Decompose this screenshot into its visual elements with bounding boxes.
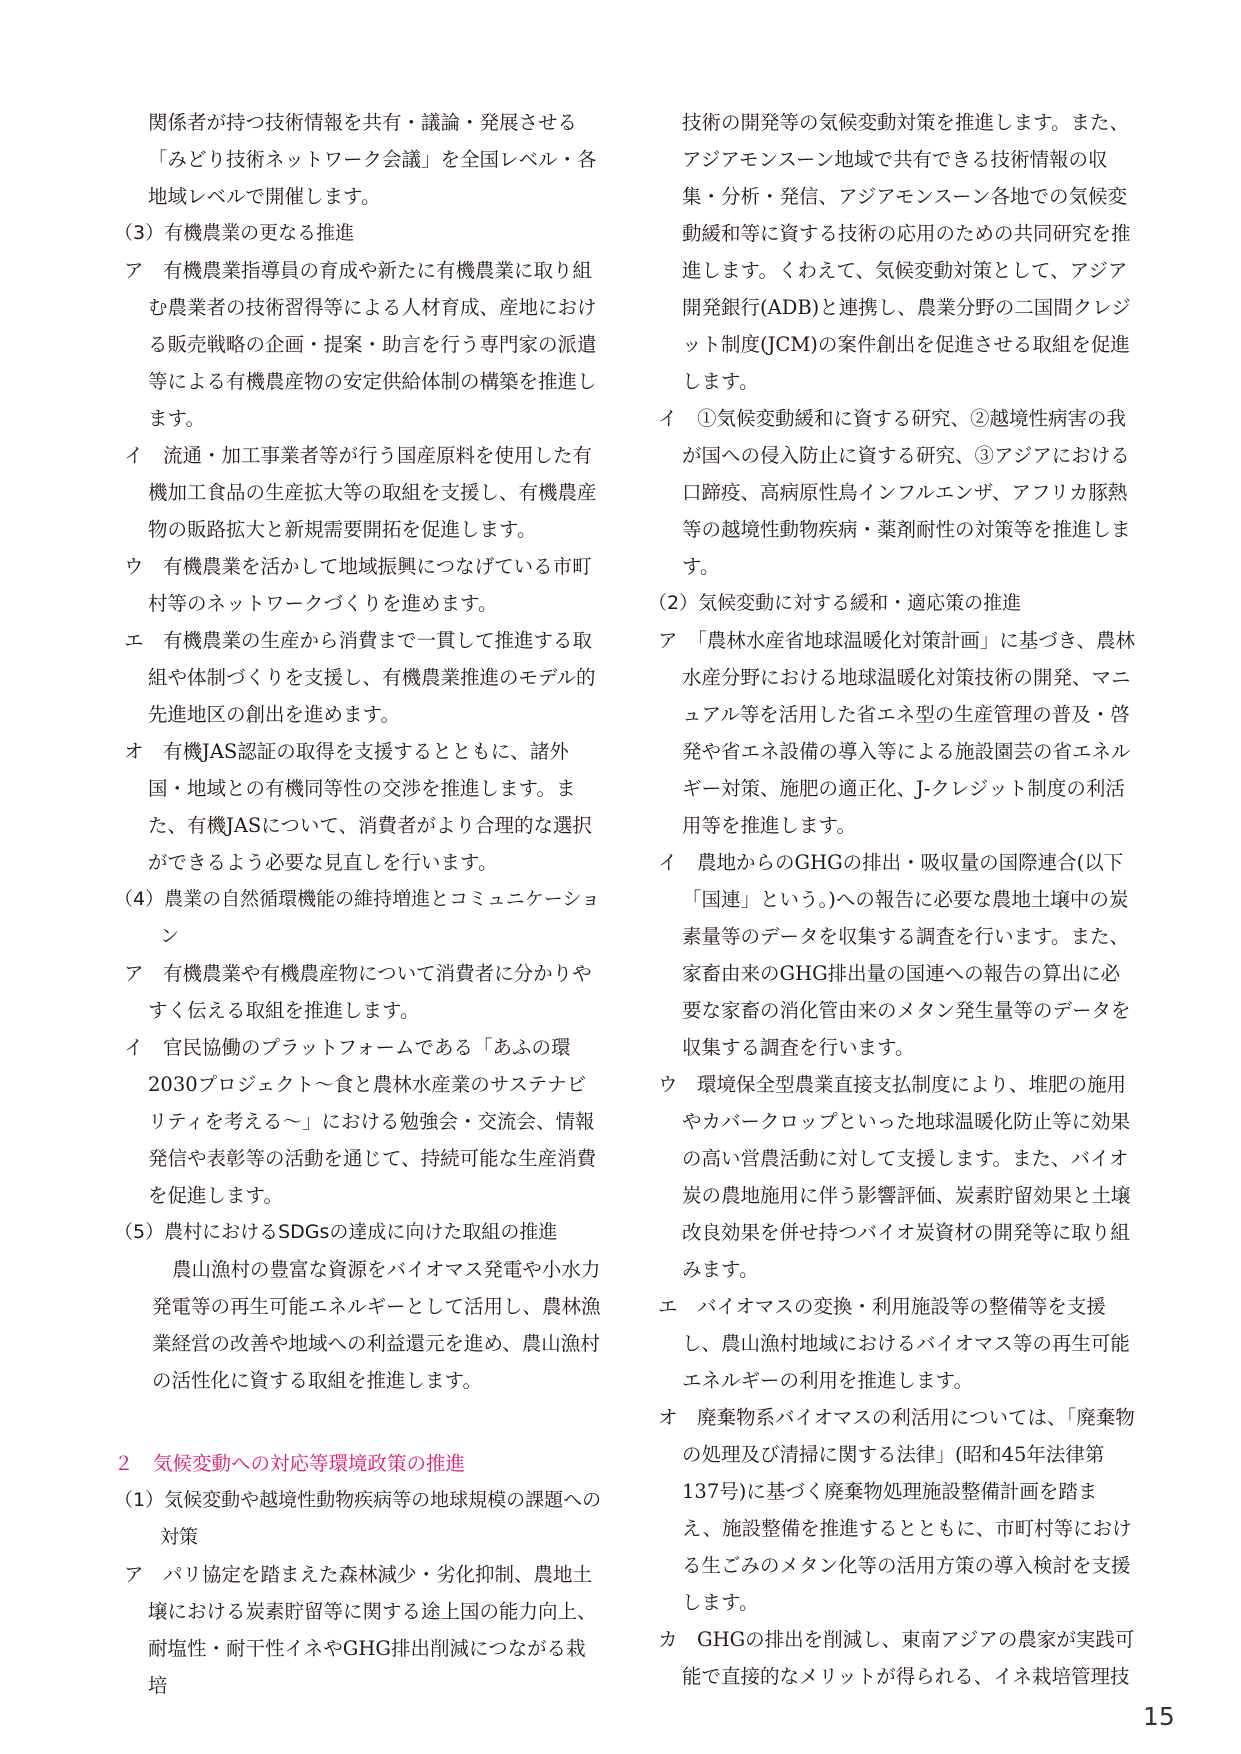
list-item: エ バイオマスの変換・利用施設等の整備等を支援し、農山漁村地域におけるバイオマス等の再生可能エネルギーの利用を推進します。 [658,1295,1130,1392]
subsection-heading-2: （2）気候変動に対する緩和・適応策の推進 [648,592,1022,614]
paragraph-continued: 関係者が持つ技術情報を共有・議論・発展させる「みどり技術ネットワーク会議」を全国レベル・各地域レベルで開催します。 [148,111,597,208]
body-paragraph: 農山漁村の豊富な資源をバイオマス発電や小水力発電等の再生可能エネルギーとして活用し、農林漁業経営の改善や地域への利益還元を進め、農山漁村の活性化に資する取組を推進します。 [152,1258,601,1392]
list-item: ア 有機農業指導員の育成や新たに有機農業に取り組む農業者の技術習得等による人材育成、産地における販売戦略の企画・提案・助言を行う専門家の派遣等による有機農産物の安定供給体制の構築を推進します。 [124,259,597,430]
list-item: ア 有機農業や有機農産物について消費者に分かりやすく伝える取組を推進します。 [124,962,592,1022]
list-item: ア 「農林水産省地球温暖化対策計画」に基づき、農林水産分野における地球温暖化対策技術の開発、マニュアル等を活用した省エネ型の生産管理の普及・啓発や省エネ設備の導入等による施設園芸の省エネルギー対策、施肥の適正化、J-クレジット制度の利活用等を推進します。 [658,629,1135,837]
list-item: カ GHGの排出を削減し、東南アジアの農家が実践可能で直接的なメリットが得られる、イネ栽培管理技 [658,1628,1135,1688]
subsection-heading-1: （1）気候変動や越境性動物疾病等の地球規模の課題への対策 [114,1489,602,1548]
list-item: イ ①気候変動緩和に資する研究、②越境性病害の我が国への侵入防止に資する研究、③アジアにおける口蹄疫、高病原性鳥インフルエンザ、アフリカ豚熱等の越境性動物疾病・薬剤耐性の対策等を推進します。 [658,407,1131,578]
section-heading-2: ２ 気候変動への対応等環境政策の推進 [114,1452,466,1475]
list-item: ウ 有機農業を活かして地域振興につなげている市町村等のネットワークづくりを進めます。 [124,555,592,615]
subsection-heading-5: （5）農村におけるSDGsの達成に向けた取組の推進 [114,1221,558,1243]
paragraph-continued: 技術の開発等の気候変動対策を推進します。また、アジアモンスーン地域で共有できる技術情報の収集・分析・発信、アジアモンスーン各地での気候変動緩和等に資する技術の応用のための共同研究を推進します。くわえて、気候変動対策として、アジア開発銀行(ADB)と連携し、農業分野の二国間クレジット制度(JCM)の案件創出を促進させる取組を促進します。 [682,111,1131,393]
list-item: イ 官民協働のプラットフォームである「あふの環2030プロジェクト〜食と農林水産業のサステナビリティを考える〜」における勉強会・交流会、情報発信や表彰等の活動を通じて、持続可能な生産消費を促進します。 [124,1036,597,1207]
list-item: エ 有機農業の生産から消費まで一貫して推進する取組や体制づくりを支援し、有機農業推進のモデル的先進地区の創出を進めます。 [124,629,596,726]
left-column [116,104,602,1704]
list-item: イ 流通・加工事業者等が行う国産原料を使用した有機加工食品の生産拡大等の取組を支援し、有機農産物の販路拡大と新規需要開拓を促進します。 [124,444,597,541]
right-column [650,104,1136,1695]
list-item: ア パリ協定を踏まえた森林減少・劣化抑制、農地土壌における炭素貯留等に関する途上国の能力向上、耐塩性・耐干性イネやGHG排出削減につながる栽培 [124,1563,597,1697]
list-item: オ 廃棄物系バイオマスの利活用については、「廃棄物の処理及び清掃に関する法律」(昭和45年法律第137号)に基づく廃棄物処理施設整備計画を踏まえ、施設整備を推進するとともに、市町村等における生ごみのメタン化等の活用方策の導入検討を支援します。 [658,1406,1135,1614]
list-item: イ 農地からのGHGの排出・吸収量の国際連合(以下「国連」という。)への報告に必要な農地土壌中の炭素量等のデータを収集する調査を行います。また、家畜由来のGHG排出量の国連への報告の算出に必要な家畜の消化管由来のメタン発生量等のデータを収集する調査を行います。 [658,851,1131,1059]
list-item: ウ 環境保全型農業直接支払制度により、堆肥の施用やカバークロップといった地球温暖化防止等に効果の高い営農活動に対して支援します。また、バイオ炭の農地施用に伴う影響評価、炭素貯留効果と土壌改良効果を併せ持つバイオ炭資材の開発等に取り組みます。 [658,1073,1131,1281]
page-number: 15 [1143,1702,1175,1731]
subsection-heading-4: （4）農業の自然循環機能の維持増進とコミュニケーション [114,888,600,947]
subsection-heading-3: （3）有機農業の更なる推進 [114,222,355,244]
list-item: オ 有機JAS認証の取得を支援するとともに、諸外国・地域との有機同等性の交渉を推進します。また、有機JASについて、消費者がより合理的な選択ができるよう必要な見直しを行います。 [124,740,592,874]
